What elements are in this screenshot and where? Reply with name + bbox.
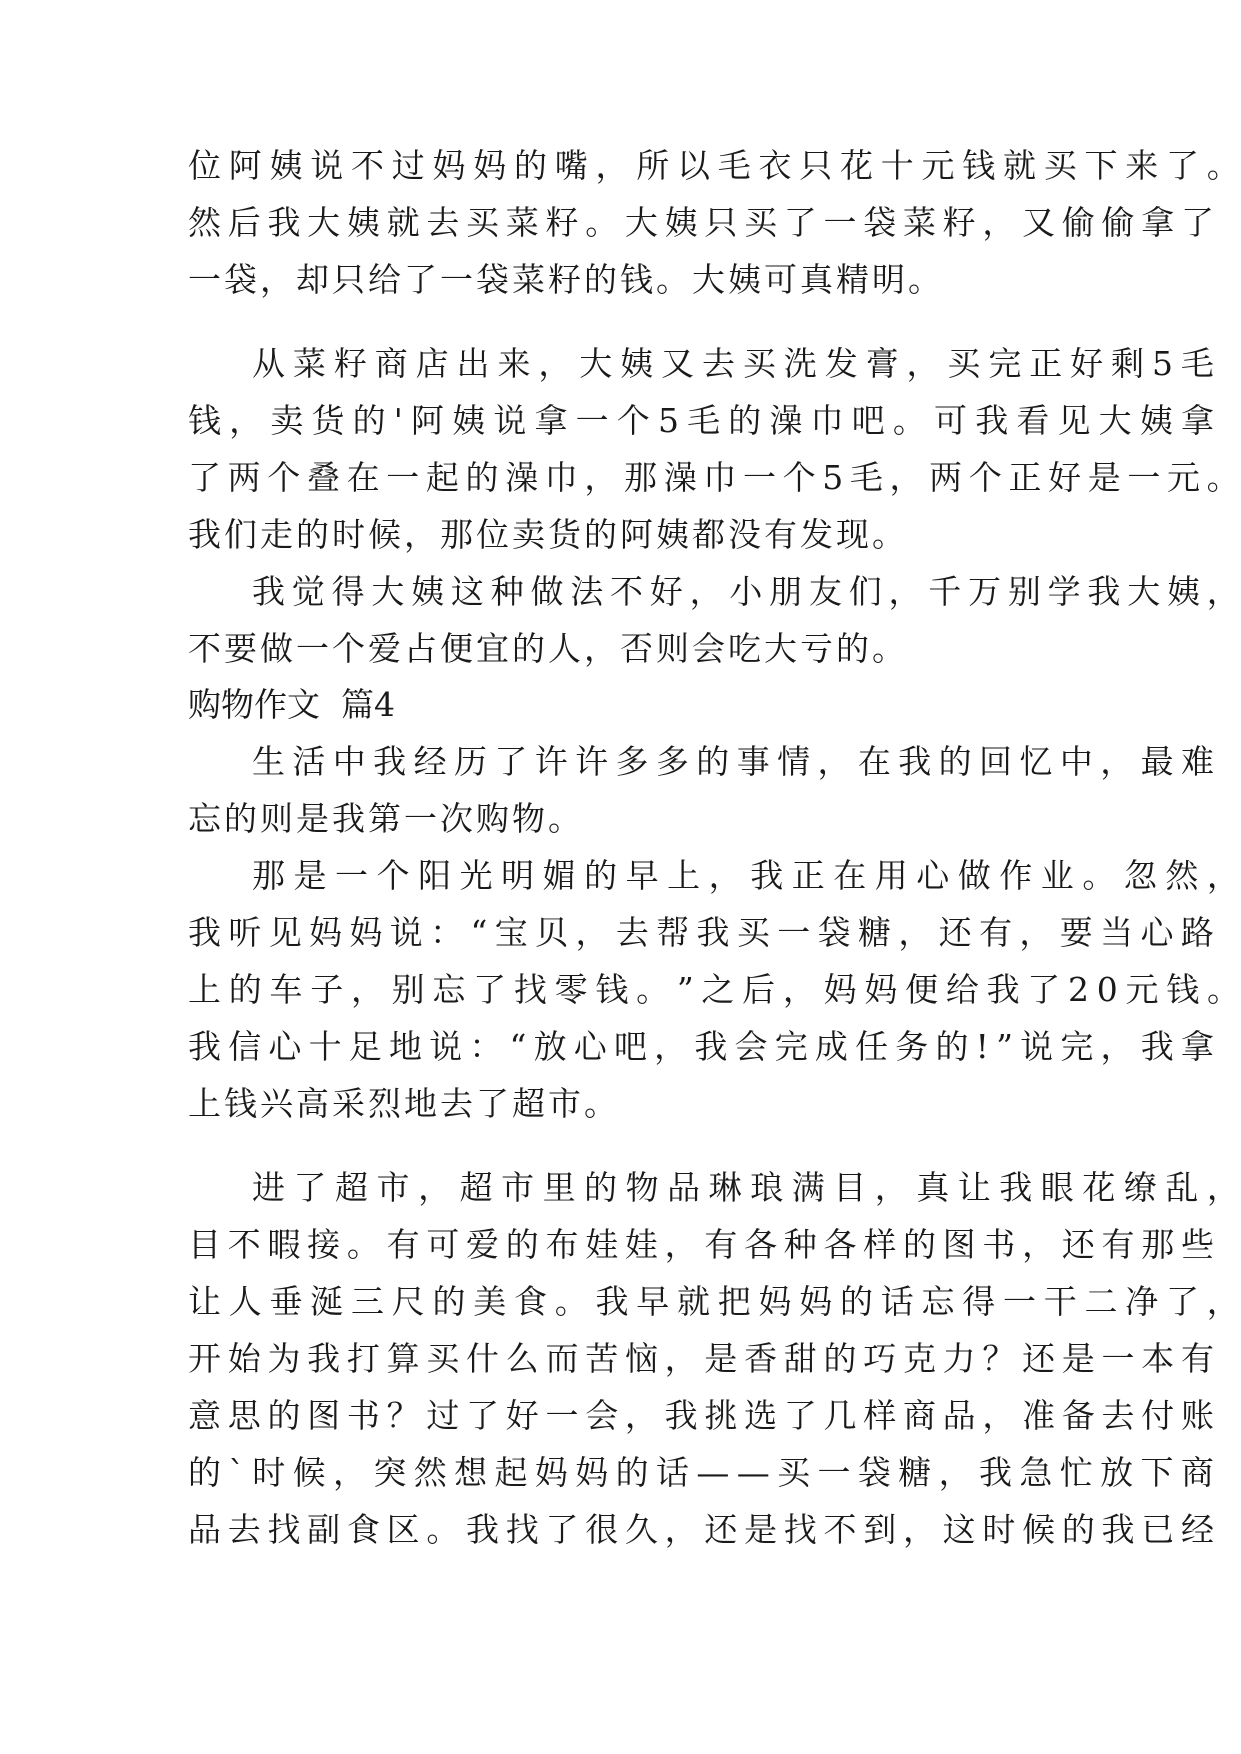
paragraph-first-line: 那 是 一 个 阳 光 明 媚 的 早 上 ， 我 正 在 用 心 做 作 业 。 忽 然 ， bbox=[252, 856, 1240, 895]
text-line: 钱 ， 卖 货 的 ' 阿 姨 说 拿 一 个 5 毛 的 澡 巾 吧 。 可 我 看 见 大 姨 拿 bbox=[188, 401, 1214, 440]
text-line: 位 阿 姨 说 不 过 妈 妈 的 嘴 ， 所 以 毛 衣 只 花 十 元 钱 就 买 下 来 了 。 bbox=[188, 146, 1240, 185]
text-line: 一袋，却只给了一袋菜籽的钱。大姨可真精明。 bbox=[188, 260, 944, 299]
text-line: 上钱兴高采烈地去了超市。 bbox=[188, 1084, 620, 1123]
text-line: 上 的 车 子 ， 别 忘 了 找 零 钱 。 ” 之 后 ， 妈 妈 便 给 我 了 2 0 元 钱 。 bbox=[188, 970, 1240, 1009]
section-heading: 购物作文 篇4 bbox=[188, 685, 395, 724]
text-line: 然 后 我 大 姨 就 去 买 菜 籽 。 大 姨 只 买 了 一 袋 菜 籽 ， 又 偷 偷 拿 了 bbox=[188, 203, 1214, 242]
text-line: 我们走的时候，那位卖货的阿姨都没有发现。 bbox=[188, 515, 908, 554]
text-line: 品 去 找 副 食 区 。 我 找 了 很 久 ， 还 是 找 不 到 ， 这 时 候 的 我 已 经 bbox=[188, 1510, 1214, 1549]
text-line: 让 人 垂 涎 三 尺 的 美 食 。 我 早 就 把 妈 妈 的 话 忘 得 一 干 二 净 了 ， bbox=[188, 1282, 1240, 1321]
text-line: 不要做一个爱占便宜的人，否则会吃大亏的。 bbox=[188, 629, 908, 668]
paragraph-first-line: 从 菜 籽 商 店 出 来 ， 大 姨 又 去 买 洗 发 膏 ， 买 完 正 好 剩 5 毛 bbox=[252, 344, 1214, 383]
paragraph-first-line: 我 觉 得 大 姨 这 种 做 法 不 好 ， 小 朋 友 们 ， 千 万 别 学 我 大 姨 ， bbox=[252, 572, 1240, 611]
text-line: 忘的则是我第一次购物。 bbox=[188, 799, 584, 838]
text-line: 我 听 见 妈 妈 说 ： “ 宝 贝 ， 去 帮 我 买 一 袋 糖 ， 还 有 ， 要 当 心 路 bbox=[188, 913, 1214, 952]
paragraph-first-line: 进 了 超 市 ， 超 市 里 的 物 品 琳 琅 满 目 ， 真 让 我 眼 花 缭 乱 ， bbox=[252, 1168, 1240, 1207]
text-line: 我 信 心 十 足 地 说 ： “ 放 心 吧 ， 我 会 完 成 任 务 的 ! ” 说 完 ， 我 拿 bbox=[188, 1027, 1214, 1066]
text-line: 了 两 个 叠 在 一 起 的 澡 巾 ， 那 澡 巾 一 个 5 毛 ， 两 个 正 好 是 一 元 。 bbox=[188, 458, 1240, 497]
text-line: 的 ` 时 候 ， 突 然 想 起 妈 妈 的 话 — — 买 一 袋 糖 ， 我 急 忙 放 下 商 bbox=[188, 1453, 1214, 1492]
text-line: 开 始 为 我 打 算 买 什 么 而 苦 恼 ， 是 香 甜 的 巧 克 力 ？ 还 是 一 本 有 bbox=[188, 1339, 1214, 1378]
paragraph-first-line: 生 活 中 我 经 历 了 许 许 多 多 的 事 情 ， 在 我 的 回 忆 中 ， 最 难 bbox=[252, 742, 1214, 781]
text-line: 目 不 暇 接 。 有 可 爱 的 布 娃 娃 ， 有 各 种 各 样 的 图 书 ， 还 有 那 些 bbox=[188, 1225, 1214, 1264]
text-line: 意 思 的 图 书 ？ 过 了 好 一 会 ， 我 挑 选 了 几 样 商 品 ， 准 备 去 付 账 bbox=[188, 1396, 1214, 1435]
